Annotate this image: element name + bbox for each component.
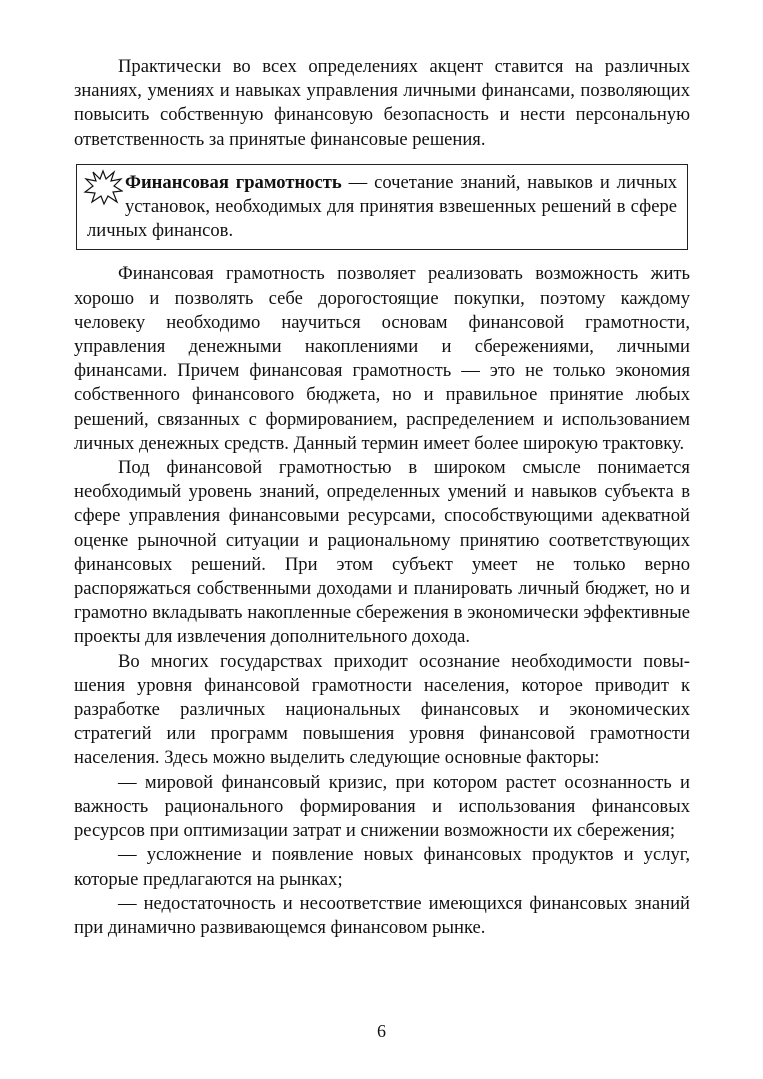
definition-term: Финансовая грамотность — [125, 171, 342, 193]
definition-text: — сочетание знаний, навыков и личных установок, необходимых для принятия взвешенных решений в сфере личных финансов. — [87, 171, 677, 242]
list-item-2: — усложнение и появление новых финансовых продуктов и услуг, которые предлагаются на рынках; — [74, 844, 690, 890]
page-content — [74, 55, 690, 940]
definition-box — [76, 164, 688, 251]
list-item-3: — недостаточность и несоответствие имеющихся финансовых знаний при динамично развивающемся финансовом рынке. — [74, 892, 690, 938]
paragraph-4: Во многих государствах приходит осознание необходимости повышения уровня финансовой грамотности населения, которое приводит к разработке различных национальных финансовых и экономических стратегий или программ повышения уровня финансовой грамотности населения. Здесь можно выделить следующие основные факторы: — [74, 650, 690, 769]
paragraph-2: Финансовая грамотность позволяет реализовать возможность жить хорошо и позволять себе дорогостоящие покупки, поэтому каждому человеку необходимо научиться основам финансовой грамотности, управления денежными накоплениями и сбережениями, личными финансами. Причем финансовая грамотность — это не только экономия собственного финансового бюджета, но и правильное принятие любых решений, связанных с формированием, распределением и использованием личных денежных средств. Данный термин имеет более широкую трактовку. — [74, 263, 690, 454]
page-number: 6 — [377, 1021, 386, 1041]
paragraph-3: Под финансовой грамотностью в широком смысле понимается необходимый уровень знаний, определенных умений и навыков субъекта в сфере управления финансовыми ресурсами, способствующими адекватной оценке рыночной ситуации и рациональному принятию соответствующих финансовых решений. При этом субъект умеет не только верно распоряжаться собственными доходами и планировать личный бюджет, но и грамотно вкладывать накопленные сбережения в экономически эффективные проекты для извлечения дополнительного дохода. — [74, 457, 690, 648]
starburst-icon — [83, 169, 123, 205]
list-item-1: — мировой финансовый кризис, при котором растет осознанность и важность рационального формирования и использования финансовых ресурсов при оптимизации затрат и снижении возможности их сбережения; — [74, 771, 690, 842]
paragraph-intro: Практически во всех определениях акцент ставится на различных знаниях, умениях и навыках управления личными финансами, позволяющих повысить собственную финансовую безопасность и нести персональную ответственность за принятые финансовые решения. — [74, 56, 690, 150]
